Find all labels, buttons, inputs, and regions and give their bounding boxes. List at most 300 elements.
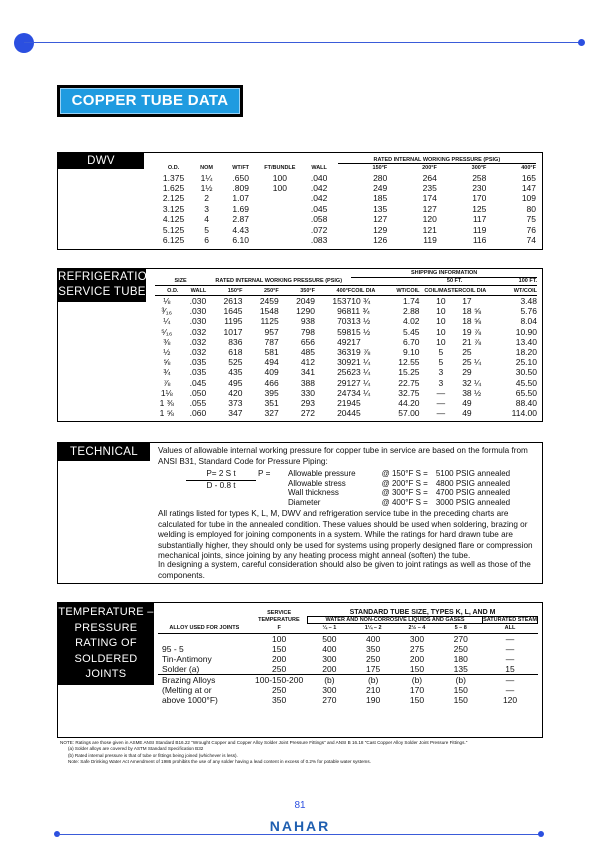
temperature-note: (b) Rated internal pressure is that of tube or fittings being joined (whichever is less). bbox=[68, 752, 238, 758]
dwv-table-row bbox=[156, 204, 536, 214]
ref-cell: 1125 bbox=[260, 316, 279, 327]
formula-denominator: D - 0.8 t bbox=[206, 480, 236, 490]
ref-cell: 9.10 bbox=[402, 347, 420, 358]
dwv-cell: 280 bbox=[373, 172, 388, 183]
ref-cell: 38 ½ bbox=[462, 387, 482, 398]
ref-cell: 219 bbox=[337, 397, 352, 408]
ref-cell: 13.40 bbox=[515, 336, 537, 347]
temp-service-header-line1: SERVICE bbox=[267, 609, 292, 616]
ref-cell: 3 bbox=[438, 367, 444, 378]
temp-alloy-spacer2 bbox=[158, 617, 251, 624]
temp-cell: 200 bbox=[272, 653, 287, 664]
ref-cell: 412 bbox=[300, 357, 315, 368]
ref-cell: — bbox=[436, 387, 446, 398]
page-title-box bbox=[57, 85, 243, 117]
ref-cell: 25 ¼ bbox=[462, 357, 482, 368]
dwv-cell: 125 bbox=[472, 203, 487, 214]
temp-service-header-line2: TEMPERATURE bbox=[258, 617, 300, 623]
ref-cell: — bbox=[436, 397, 446, 408]
dwv-cell: 6.10 bbox=[232, 235, 249, 246]
ref-cell: 330 bbox=[300, 387, 315, 398]
ref-cell: 10 bbox=[436, 326, 446, 337]
ref-cell: 25.10 bbox=[515, 357, 537, 368]
ref-cell: .060 bbox=[189, 408, 207, 419]
temp-table-row bbox=[158, 695, 538, 705]
temperature-note: NOTE: Ratings are those given in ASME ANSI Standard B16.22 "Wrought Copper and Copper Alloy Solder Joint Pressure Fittings" and ANSI B 16.18 "Cast Copper Alloy Solder Joint Pressure Fittings." bbox=[60, 740, 468, 745]
temp-water-header: WATER AND NON-CORROSIVE LIQUIDS AND GASES bbox=[308, 617, 483, 624]
ref-cell: 2459 bbox=[259, 296, 279, 307]
ref-cell: 1 ⅝ bbox=[159, 408, 174, 419]
ref-cell: 65.50 bbox=[515, 387, 537, 398]
ref-column-header: 350°F bbox=[279, 286, 315, 296]
ref-cell: 34 ¼ bbox=[351, 387, 371, 398]
ref-table-row bbox=[155, 327, 537, 337]
dwv-column-header: 300°F bbox=[471, 165, 487, 171]
temp-cell: 275 bbox=[409, 643, 425, 654]
page-title: COPPER TUBE DATA bbox=[60, 88, 240, 114]
dwv-spacer-header bbox=[156, 154, 338, 163]
dwv-cell: 1¼ bbox=[200, 172, 213, 183]
ref-cell: 2049 bbox=[296, 296, 315, 307]
ref-table-row bbox=[155, 306, 537, 316]
ref-cell: 1 ⅜ bbox=[159, 397, 174, 408]
temp-alloy-cell: 95 - 5 bbox=[162, 643, 184, 654]
temp-cell: 170 bbox=[409, 684, 425, 695]
temp-main-header: STANDARD TUBE SIZE, TYPES K, L, AND M bbox=[349, 609, 496, 616]
dwv-cell: .083 bbox=[310, 235, 328, 246]
temp-alloy-cell: above 1000°F) bbox=[162, 694, 218, 705]
refrigeration-label bbox=[58, 269, 156, 302]
ref-column-header: WT/COIL bbox=[498, 286, 537, 296]
ref-cell: 373 bbox=[228, 397, 243, 408]
legend-term: Diameter bbox=[288, 497, 321, 507]
top-rule-end-dot bbox=[578, 39, 585, 46]
ref-cell: 2613 bbox=[223, 296, 243, 307]
legend-term: Allowable stress bbox=[288, 478, 346, 488]
dwv-column-header: 400°F bbox=[521, 165, 536, 171]
temp-cell: 190 bbox=[366, 694, 381, 705]
dwv-cell: 174 bbox=[422, 193, 437, 204]
ref-cell: 29 bbox=[462, 367, 472, 378]
temp-cell: 135 bbox=[453, 663, 468, 674]
technical-label: TECHNICAL DATA bbox=[58, 443, 150, 461]
ref-cell: ⁵⁄₁₆ bbox=[161, 326, 173, 337]
ref-cell: 13 ½ bbox=[351, 316, 371, 327]
dwv-section bbox=[57, 152, 543, 250]
ref-shipping-header: SHIPPING INFORMATION bbox=[351, 270, 537, 277]
ref-cell: 1290 bbox=[296, 306, 315, 317]
formula-legend bbox=[288, 469, 510, 507]
technical-para1: All ratings listed for types K, L, M, DWV and refrigeration service tube in the preceding charts are calculated for tube in the annealed condition. These values should be used when soldering, brazing or welding is employed for joining components in a system. While the ratings for hard drawn tube are substantially higher, they should only be used for systems using properly designed flare or compression mechanical joints, since joining by any heating process might anneal (soften) the tube. bbox=[158, 509, 533, 560]
ref-cell: 10.90 bbox=[515, 326, 537, 337]
ref-cell: 291 bbox=[337, 377, 352, 388]
ref-cell: 18.20 bbox=[515, 347, 537, 358]
ref-cell: 787 bbox=[264, 336, 279, 347]
refrigeration-section bbox=[57, 268, 543, 422]
ref-cell: 1195 bbox=[224, 316, 243, 327]
ref-cell: .032 bbox=[189, 326, 207, 337]
ref-cell: 19 ⅞ bbox=[462, 326, 482, 337]
ref-cell: .035 bbox=[189, 357, 207, 368]
dwv-cell: 119 bbox=[472, 224, 487, 235]
temp-cell: 270 bbox=[453, 633, 468, 644]
temperature-note: Note: Safe Drinking Water Act Amendment of 1986 prohibits the use of any solder having a lead content in excess of 0.2% for potable water systems. bbox=[68, 759, 371, 765]
temp-cell: 250 bbox=[272, 663, 287, 674]
formula-legend-row bbox=[288, 498, 510, 508]
dwv-column-header: O.D. bbox=[167, 164, 180, 171]
ref-cell: .032 bbox=[189, 336, 207, 347]
dwv-cell: 4 bbox=[204, 214, 209, 225]
temp-alloy-cell: Tin-Antimony bbox=[162, 653, 212, 664]
ref-cell: .050 bbox=[189, 387, 207, 398]
ref-column-header: COIL DIA bbox=[462, 286, 498, 296]
ref-cell: 388 bbox=[300, 377, 315, 388]
ref-cell: 495 bbox=[228, 377, 243, 388]
legend-term: Allowable pressure bbox=[288, 469, 356, 479]
ref-cell: 347 bbox=[228, 408, 243, 419]
ref-cell: 5 bbox=[438, 357, 444, 368]
ref-cell: 968 bbox=[337, 306, 352, 317]
dwv-cell: .809 bbox=[232, 183, 249, 194]
temperature-note: (a) Solder alloys are covered by ASTM Standard Specification B32 bbox=[68, 746, 204, 752]
temp-cell: 15 bbox=[505, 663, 515, 674]
technical-section bbox=[57, 442, 543, 584]
temperature-label-line3: RATING OF bbox=[75, 637, 137, 650]
dwv-cell: 119 bbox=[423, 235, 437, 246]
ref-cell: 32.75 bbox=[398, 387, 420, 398]
dwv-cell: .045 bbox=[310, 203, 328, 214]
dwv-cell: 5 bbox=[204, 224, 209, 235]
ref-cell: 10 bbox=[436, 316, 446, 327]
dwv-cell: 1.375 bbox=[162, 172, 185, 183]
dwv-cell: 74 bbox=[526, 235, 536, 246]
ref-cell: 32 ¼ bbox=[462, 377, 482, 388]
dwv-pressure-group-header: RATED INTERNAL WORKING PRESSURE (PSIG) bbox=[338, 154, 536, 163]
ref-cell: 45.50 bbox=[515, 377, 537, 388]
temp-alloy-cell: (Melting at or bbox=[162, 684, 212, 695]
ref-cell: ⅝ bbox=[163, 357, 171, 368]
dwv-cell: 147 bbox=[521, 183, 536, 194]
ref-cell: .055 bbox=[189, 397, 207, 408]
dwv-cell: 117 bbox=[472, 214, 487, 225]
ref-column-header: WT/COIL bbox=[388, 286, 420, 296]
ref-cell: 4.02 bbox=[402, 316, 420, 327]
legend-value: 3000 PSIG annealed bbox=[435, 497, 511, 507]
dwv-cell: 170 bbox=[472, 193, 487, 204]
ref-cell: 494 bbox=[264, 357, 279, 368]
temp-table-row bbox=[158, 685, 538, 695]
temp-cell: — bbox=[505, 643, 515, 654]
temp-alloy-cell bbox=[158, 633, 251, 644]
temp-cell: 500 bbox=[322, 633, 337, 644]
temperature-label-line5: JOINTS bbox=[85, 668, 127, 681]
temp-size-header: ¼ – 1 bbox=[308, 624, 352, 634]
dwv-table-row bbox=[156, 183, 536, 193]
dwv-cell: 4.43 bbox=[232, 224, 249, 235]
ref-cell: 247 bbox=[337, 387, 352, 398]
ref-cell: 938 bbox=[300, 316, 315, 327]
formula-legend-row bbox=[288, 469, 510, 479]
ref-cell: 351 bbox=[264, 397, 279, 408]
temperature-label bbox=[58, 603, 154, 685]
refrigeration-table bbox=[155, 270, 537, 418]
temperature-label-line2: PRESSURE bbox=[74, 621, 138, 634]
temp-cell: 250 bbox=[272, 684, 287, 695]
ref-cell: 420 bbox=[228, 387, 243, 398]
ref-cell: .045 bbox=[189, 377, 207, 388]
temp-cell: 100-150-200 bbox=[251, 674, 308, 685]
ref-table-row bbox=[155, 378, 537, 388]
ref-cell: 256 bbox=[337, 367, 352, 378]
dwv-cell: 165 bbox=[521, 172, 536, 183]
ref-cell: ½ bbox=[163, 347, 171, 358]
ref-cell: 618 bbox=[228, 347, 243, 358]
dwv-cell: 3 bbox=[204, 203, 209, 214]
ref-table-row bbox=[155, 296, 537, 307]
ref-cell: 21 ¼ bbox=[351, 357, 371, 368]
temp-cell: (b) bbox=[308, 674, 352, 685]
ref-cell: 836 bbox=[228, 336, 243, 347]
temp-cell: 150 bbox=[272, 643, 287, 654]
temp-alloy-cell: Solder (a) bbox=[162, 663, 200, 674]
ref-cell: ⅞ bbox=[163, 377, 171, 388]
temperature-label-line4: SOLDERED bbox=[74, 652, 138, 665]
legend-condition: @ 200°F S = bbox=[381, 478, 428, 488]
temp-table-row bbox=[158, 674, 538, 685]
ref-cell: .032 bbox=[189, 347, 207, 358]
legend-value: 4700 PSIG annealed bbox=[435, 488, 511, 498]
ref-cell: 3.48 bbox=[520, 296, 537, 307]
dwv-cell bbox=[259, 235, 300, 245]
formula bbox=[186, 469, 256, 491]
ref-cell: 293 bbox=[300, 397, 315, 408]
ref-cell: 18 ⅝ bbox=[462, 316, 482, 327]
dwv-cell: 2.125 bbox=[162, 193, 185, 204]
dwv-cell: 230 bbox=[472, 183, 487, 194]
dwv-cell: 109 bbox=[521, 193, 536, 204]
ref-cell: 21 ⅞ bbox=[462, 336, 482, 347]
dwv-cell: 2.87 bbox=[232, 214, 249, 225]
temp-table-row bbox=[158, 664, 538, 675]
dwv-cell bbox=[259, 193, 300, 203]
dwv-column-header: 200°F bbox=[422, 165, 437, 171]
ref-cell: 204 bbox=[337, 408, 352, 419]
ref-cell: .030 bbox=[189, 316, 207, 327]
temp-cell: 300 bbox=[409, 633, 425, 644]
ref-cell: 466 bbox=[264, 377, 279, 388]
ref-cell: .030 bbox=[189, 296, 207, 307]
temp-cell: 200 bbox=[409, 653, 425, 664]
ref-cell: 525 bbox=[228, 357, 243, 368]
temp-alloy-header: ALLOY USED FOR JOINTS bbox=[158, 624, 251, 634]
dwv-cell: 2 bbox=[204, 193, 209, 204]
dwv-cell: 258 bbox=[472, 172, 487, 183]
ref-cell: 492 bbox=[337, 336, 352, 347]
ref-cell: 1.74 bbox=[402, 296, 420, 307]
dwv-cell: .042 bbox=[310, 193, 328, 204]
ref-cell: 49 bbox=[462, 408, 472, 419]
ref-cell: ⅛ bbox=[163, 296, 171, 307]
dwv-column-header: WT/FT bbox=[232, 164, 250, 171]
ref-100ft-header: 100 FT. bbox=[462, 277, 537, 286]
temp-size-header: 5 – 8 bbox=[439, 624, 483, 634]
ref-cell: 409 bbox=[264, 367, 279, 378]
temp-cell: 150 bbox=[453, 684, 468, 695]
temp-cell: — bbox=[505, 684, 515, 695]
ref-cell: 798 bbox=[300, 326, 315, 337]
temp-table-row bbox=[158, 654, 538, 664]
ref-column-header: COIL/MASTER bbox=[420, 286, 463, 296]
top-rule bbox=[24, 42, 584, 43]
dwv-cell: 80 bbox=[526, 203, 536, 214]
temp-cell: 175 bbox=[366, 663, 381, 674]
ref-cell: — bbox=[436, 408, 446, 419]
temp-cell: (b) bbox=[351, 674, 395, 685]
ref-cell: ¼ bbox=[163, 316, 171, 327]
dwv-table-row bbox=[156, 224, 536, 234]
dwv-cell bbox=[259, 204, 300, 214]
ref-table-row bbox=[155, 408, 537, 418]
page-number: 81 bbox=[294, 800, 306, 811]
ref-cell: 15.25 bbox=[398, 367, 420, 378]
dwv-cell: 249 bbox=[373, 183, 388, 194]
ref-cell: 1017 bbox=[223, 326, 243, 337]
ref-table-row bbox=[155, 398, 537, 408]
ref-cell: 88.40 bbox=[515, 397, 537, 408]
dwv-cell bbox=[259, 214, 300, 224]
ref-cell: 27 ¼ bbox=[351, 377, 371, 388]
dwv-column-header: NOM bbox=[200, 164, 213, 171]
dwv-table-row bbox=[156, 173, 536, 183]
legend-value: 4800 PSIG annealed bbox=[435, 478, 511, 488]
ref-cell: 1537 bbox=[332, 296, 352, 307]
temp-cell: — bbox=[505, 653, 515, 664]
ref-cell: 581 bbox=[264, 347, 279, 358]
dwv-label: DWV bbox=[58, 153, 144, 169]
dwv-cell: 121 bbox=[422, 224, 437, 235]
temp-steam-header: SATURATED STEAM bbox=[483, 617, 537, 623]
ref-table-row bbox=[155, 388, 537, 398]
formula-where: P = bbox=[258, 469, 271, 478]
temp-cell: 200 bbox=[322, 663, 337, 674]
dwv-cell: 76 bbox=[526, 224, 536, 235]
dwv-table-row bbox=[156, 214, 536, 224]
temp-cell: (b) bbox=[439, 674, 483, 685]
ref-cell: 341 bbox=[300, 367, 315, 378]
dwv-cell: .058 bbox=[310, 214, 328, 225]
ref-cell: 272 bbox=[300, 408, 315, 419]
ref-cell: 703 bbox=[337, 316, 352, 327]
refrigeration-label-line2: SERVICE TUBE bbox=[58, 286, 146, 298]
ref-cell: 17 bbox=[462, 296, 472, 307]
legend-value: 5100 PSIG annealed bbox=[435, 469, 511, 479]
dwv-cell: 185 bbox=[373, 193, 388, 204]
ref-cell: 45 bbox=[351, 397, 361, 408]
ref-cell: 10 bbox=[436, 336, 446, 347]
dwv-cell: 75 bbox=[526, 214, 536, 225]
temperature-table bbox=[158, 609, 538, 705]
ref-cell: 22.75 bbox=[398, 377, 420, 388]
ref-cell: ¾ bbox=[163, 367, 171, 378]
ref-cell: 363 bbox=[337, 347, 352, 358]
ref-cell: .035 bbox=[189, 367, 207, 378]
ref-table-row bbox=[155, 347, 537, 357]
dwv-cell: 100 bbox=[272, 183, 287, 194]
ref-cell: 11 ¾ bbox=[351, 306, 370, 317]
dwv-cell: 264 bbox=[422, 172, 437, 183]
ref-cell: 49 bbox=[462, 397, 472, 408]
dwv-cell: 135 bbox=[373, 203, 388, 214]
dwv-cell: .072 bbox=[310, 224, 328, 235]
temp-size-header: ALL bbox=[483, 624, 538, 634]
ref-cell: 435 bbox=[228, 367, 243, 378]
ref-cell: 23 ¼ bbox=[351, 367, 371, 378]
temp-alloy-cell: Brazing Alloys bbox=[158, 674, 251, 685]
dwv-cell: 1.07 bbox=[232, 193, 249, 204]
ref-pressure-header: RATED INTERNAL WORKING PRESSURE (PSIG) bbox=[206, 277, 351, 286]
ref-cell: 5.76 bbox=[520, 306, 537, 317]
dwv-cell: 6.125 bbox=[162, 235, 185, 246]
ref-cell: 12.55 bbox=[398, 357, 420, 368]
legend-term: Wall thickness bbox=[288, 488, 339, 498]
temp-cell: 210 bbox=[366, 684, 381, 695]
legend-condition: @ 300°F S = bbox=[381, 488, 428, 498]
dwv-table bbox=[156, 154, 536, 245]
temp-cell: 350 bbox=[272, 694, 287, 705]
ref-cell: 45 bbox=[351, 408, 361, 419]
legend-condition: @ 150°F S = bbox=[381, 469, 428, 479]
ref-cell: 57.00 bbox=[398, 408, 420, 419]
ref-spacer-header bbox=[155, 270, 351, 277]
temperature-notes bbox=[60, 740, 540, 766]
dwv-cell: 1½ bbox=[200, 183, 213, 194]
ref-cell: 10 bbox=[436, 296, 446, 307]
temp-cell: 250 bbox=[366, 653, 381, 664]
dwv-table-row bbox=[156, 193, 536, 203]
ref-cell: 44.20 bbox=[398, 397, 420, 408]
ref-column-header: COIL DIA bbox=[351, 286, 387, 296]
ref-cell: 1⅛ bbox=[160, 387, 173, 398]
ref-cell: 15 ½ bbox=[351, 326, 371, 337]
dwv-cell: 100 bbox=[272, 172, 287, 183]
temp-cell: 300 bbox=[322, 653, 337, 664]
dwv-cell: 1.625 bbox=[162, 183, 185, 194]
temp-cell: — bbox=[483, 674, 538, 685]
ref-cell: 114.00 bbox=[511, 408, 537, 419]
temp-size-header: 2½ – 4 bbox=[395, 624, 439, 634]
dwv-cell: 116 bbox=[472, 235, 487, 246]
ref-table-row bbox=[155, 337, 537, 347]
ref-cell: ³⁄₁₆ bbox=[161, 306, 172, 317]
temp-cell: 350 bbox=[366, 643, 381, 654]
ref-cell: 19 ⅞ bbox=[351, 347, 371, 358]
temp-cell: — bbox=[505, 633, 515, 644]
temp-cell: 150 bbox=[409, 663, 425, 674]
temp-alloy-spacer bbox=[158, 609, 251, 617]
ref-cell: 327 bbox=[264, 408, 279, 419]
temp-cell: 180 bbox=[453, 653, 468, 664]
bottom-rule bbox=[57, 834, 541, 835]
dwv-cell: .042 bbox=[310, 183, 328, 194]
ref-column-header: 150°F bbox=[206, 286, 242, 296]
ref-table-row bbox=[155, 367, 537, 377]
temp-cell: 300 bbox=[322, 684, 337, 695]
ref-table-row bbox=[155, 316, 537, 326]
dwv-cell: 3.125 bbox=[162, 203, 185, 214]
dwv-cell: 6 bbox=[204, 235, 209, 246]
ref-column-header: O.D. bbox=[155, 286, 178, 296]
ref-cell: 2.88 bbox=[402, 306, 420, 317]
